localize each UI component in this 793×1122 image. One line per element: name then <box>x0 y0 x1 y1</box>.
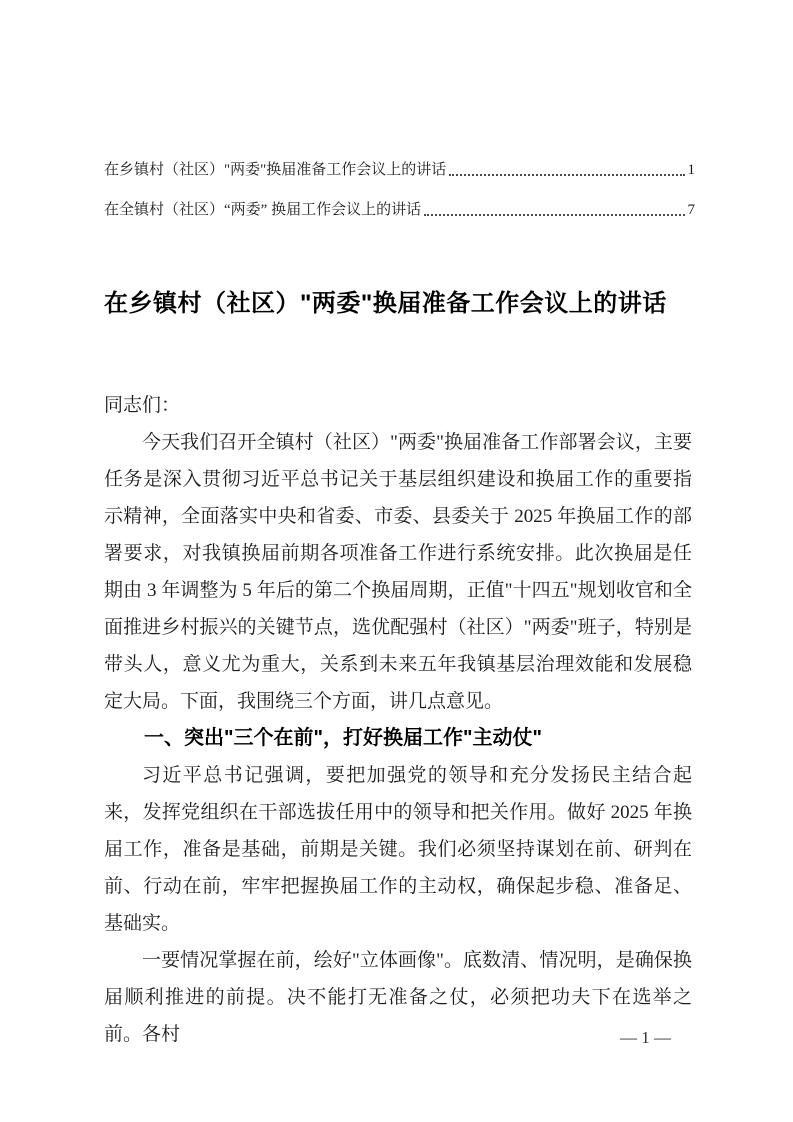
salutation: 同志们： <box>104 395 181 416</box>
document-title: 在乡镇村（社区）"两委"换届准备工作会议上的讲话 <box>104 290 667 317</box>
toc-entry-2[interactable] <box>104 198 695 219</box>
paragraph-2: 一要情况掌握在前，绘好"立体画像"。底数清、情况明，是确保换届顺利推进的前提。决不能打无准备之仗，必须把功夫下在选举之前。各村 <box>104 950 692 1045</box>
paragraph-intro: 今天我们召开全镇村（社区）"两委"换届准备工作部署会议，主要任务是深入贯彻习近平总书记关于基层组织建设和换届工作的重要指示精神，全面落实中央和省委、市委、县委关于 2025 年换届工作的部署要求，对我镇换届前期各项准备工作进行系统安排。此次换届是任期由 3 年调整为 5 年后的第二个换届周期，正值"十四五"规划收官和全面推进乡村振兴的关键节点，选优配强村（社区）"两委"班子，特别是带头人，意义尤为重大，关系到未来五年我镇基层治理效能和发展稳定大局。下面，我围绕三个方面，讲几点意见。 <box>104 432 692 712</box>
table-of-contents <box>104 158 695 219</box>
section-heading-1: 一、突出"三个在前"，打好换届工作"主动仗" <box>144 727 542 749</box>
toc-page-number: 7 <box>687 202 695 218</box>
toc-leader-dots <box>449 174 684 176</box>
toc-leader-dots <box>424 214 684 216</box>
document-body <box>104 387 692 1053</box>
toc-page-number: 1 <box>687 162 695 178</box>
toc-entry-1[interactable] <box>104 158 695 179</box>
toc-entry-title: 在乡镇村（社区）"两委"换届准备工作会议上的讲话 <box>104 162 447 178</box>
page-number-footer: — 1 — <box>620 1028 671 1047</box>
toc-entry-title: 在全镇村（社区）“两委” 换届工作会议上的讲话 <box>104 202 422 218</box>
paragraph-1: 习近平总书记强调，要把加强党的领导和充分发扬民主结合起来，发挥党组织在干部选拔任用中的领导和把关作用。做好 2025 年换届工作，准备是基础，前期是关键。我们必须坚持谋划在前、研判在前、行动在前，牢牢把握换届工作的主动权，确保起步稳、准备足、基础实。 <box>104 765 692 934</box>
